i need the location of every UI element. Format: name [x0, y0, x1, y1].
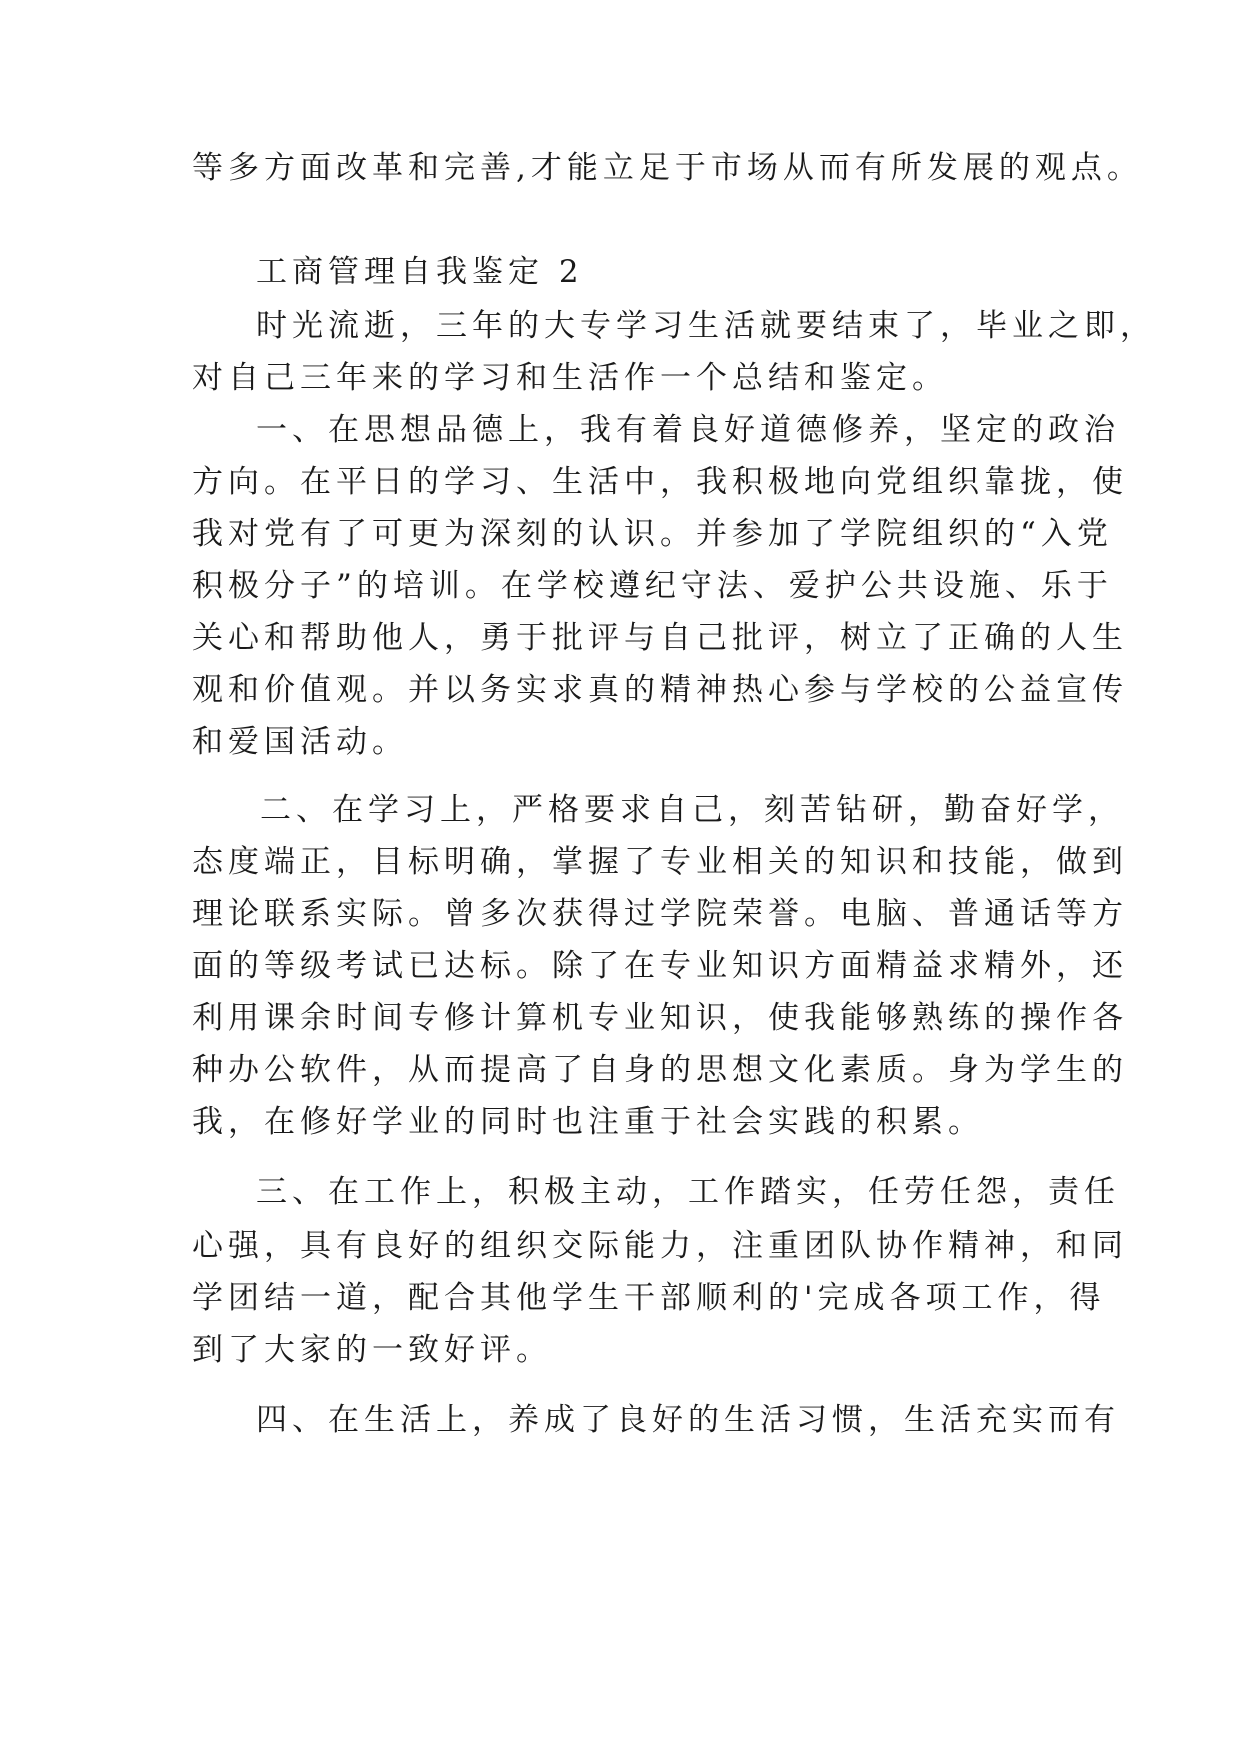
text-line: 方向。在平日的学习、生活中，我积极地向党组织靠拢，使	[192, 464, 1128, 500]
text-line: 面的等级考试已达标。除了在专业知识方面精益求精外，还	[192, 948, 1128, 984]
text-line: 观和价值观。并以务实求真的精神热心参与学校的公益宣传	[192, 672, 1128, 708]
text-line: 到了大家的一致好评。	[192, 1332, 552, 1368]
text-line: 和爱国活动。	[192, 724, 408, 760]
text-line: 二、在学习上，严格要求自己，刻苦钻研，勤奋好学，	[260, 792, 1124, 828]
text-line: 四、在生活上，养成了良好的生活习惯，生活充实而有	[256, 1402, 1120, 1438]
text-line: 积极分子”的培训。在学校遵纪守法、爱护公共设施、乐于	[192, 568, 1113, 604]
text-line: 三、在工作上，积极主动，工作踏实，任劳任怨，责任	[256, 1174, 1120, 1210]
text-line: 态度端正，目标明确，掌握了专业相关的知识和技能，做到	[192, 844, 1128, 880]
text-line: 种办公软件，从而提高了自身的思想文化素质。身为学生的	[192, 1052, 1128, 1088]
text-line: 利用课余时间专修计算机专业知识，使我能够熟练的操作各	[192, 1000, 1128, 1036]
text-line: 一、在思想品德上，我有着良好道德修养，坚定的政治	[256, 412, 1120, 448]
text-line: 对自己三年来的学习和生活作一个总结和鉴定。	[192, 360, 948, 396]
text-line: 心强，具有良好的组织交际能力，注重团队协作精神，和同	[192, 1228, 1128, 1264]
text-line: 关心和帮助他人，勇于批评与自己批评，树立了正确的人生	[192, 620, 1128, 656]
text-line: 我，在修好学业的同时也注重于社会实践的积累。	[192, 1104, 984, 1140]
text-line: 时光流逝，三年的大专学习生活就要结束了，毕业之即，	[256, 308, 1156, 344]
text-line: 学团结一道，配合其他学生干部顺利的'完成各项工作，得	[192, 1280, 1106, 1316]
text-line: 理论联系实际。曾多次获得过学院荣誉。电脑、普通话等方	[192, 896, 1128, 932]
section-heading: 工商管理自我鉴定 2	[256, 254, 584, 290]
text-line: 我对党有了可更为深刻的认识。并参加了学院组织的“入党	[192, 516, 1113, 552]
text-line: 等多方面改革和完善,才能立足于市场从而有所发展的观点。	[192, 150, 1143, 186]
